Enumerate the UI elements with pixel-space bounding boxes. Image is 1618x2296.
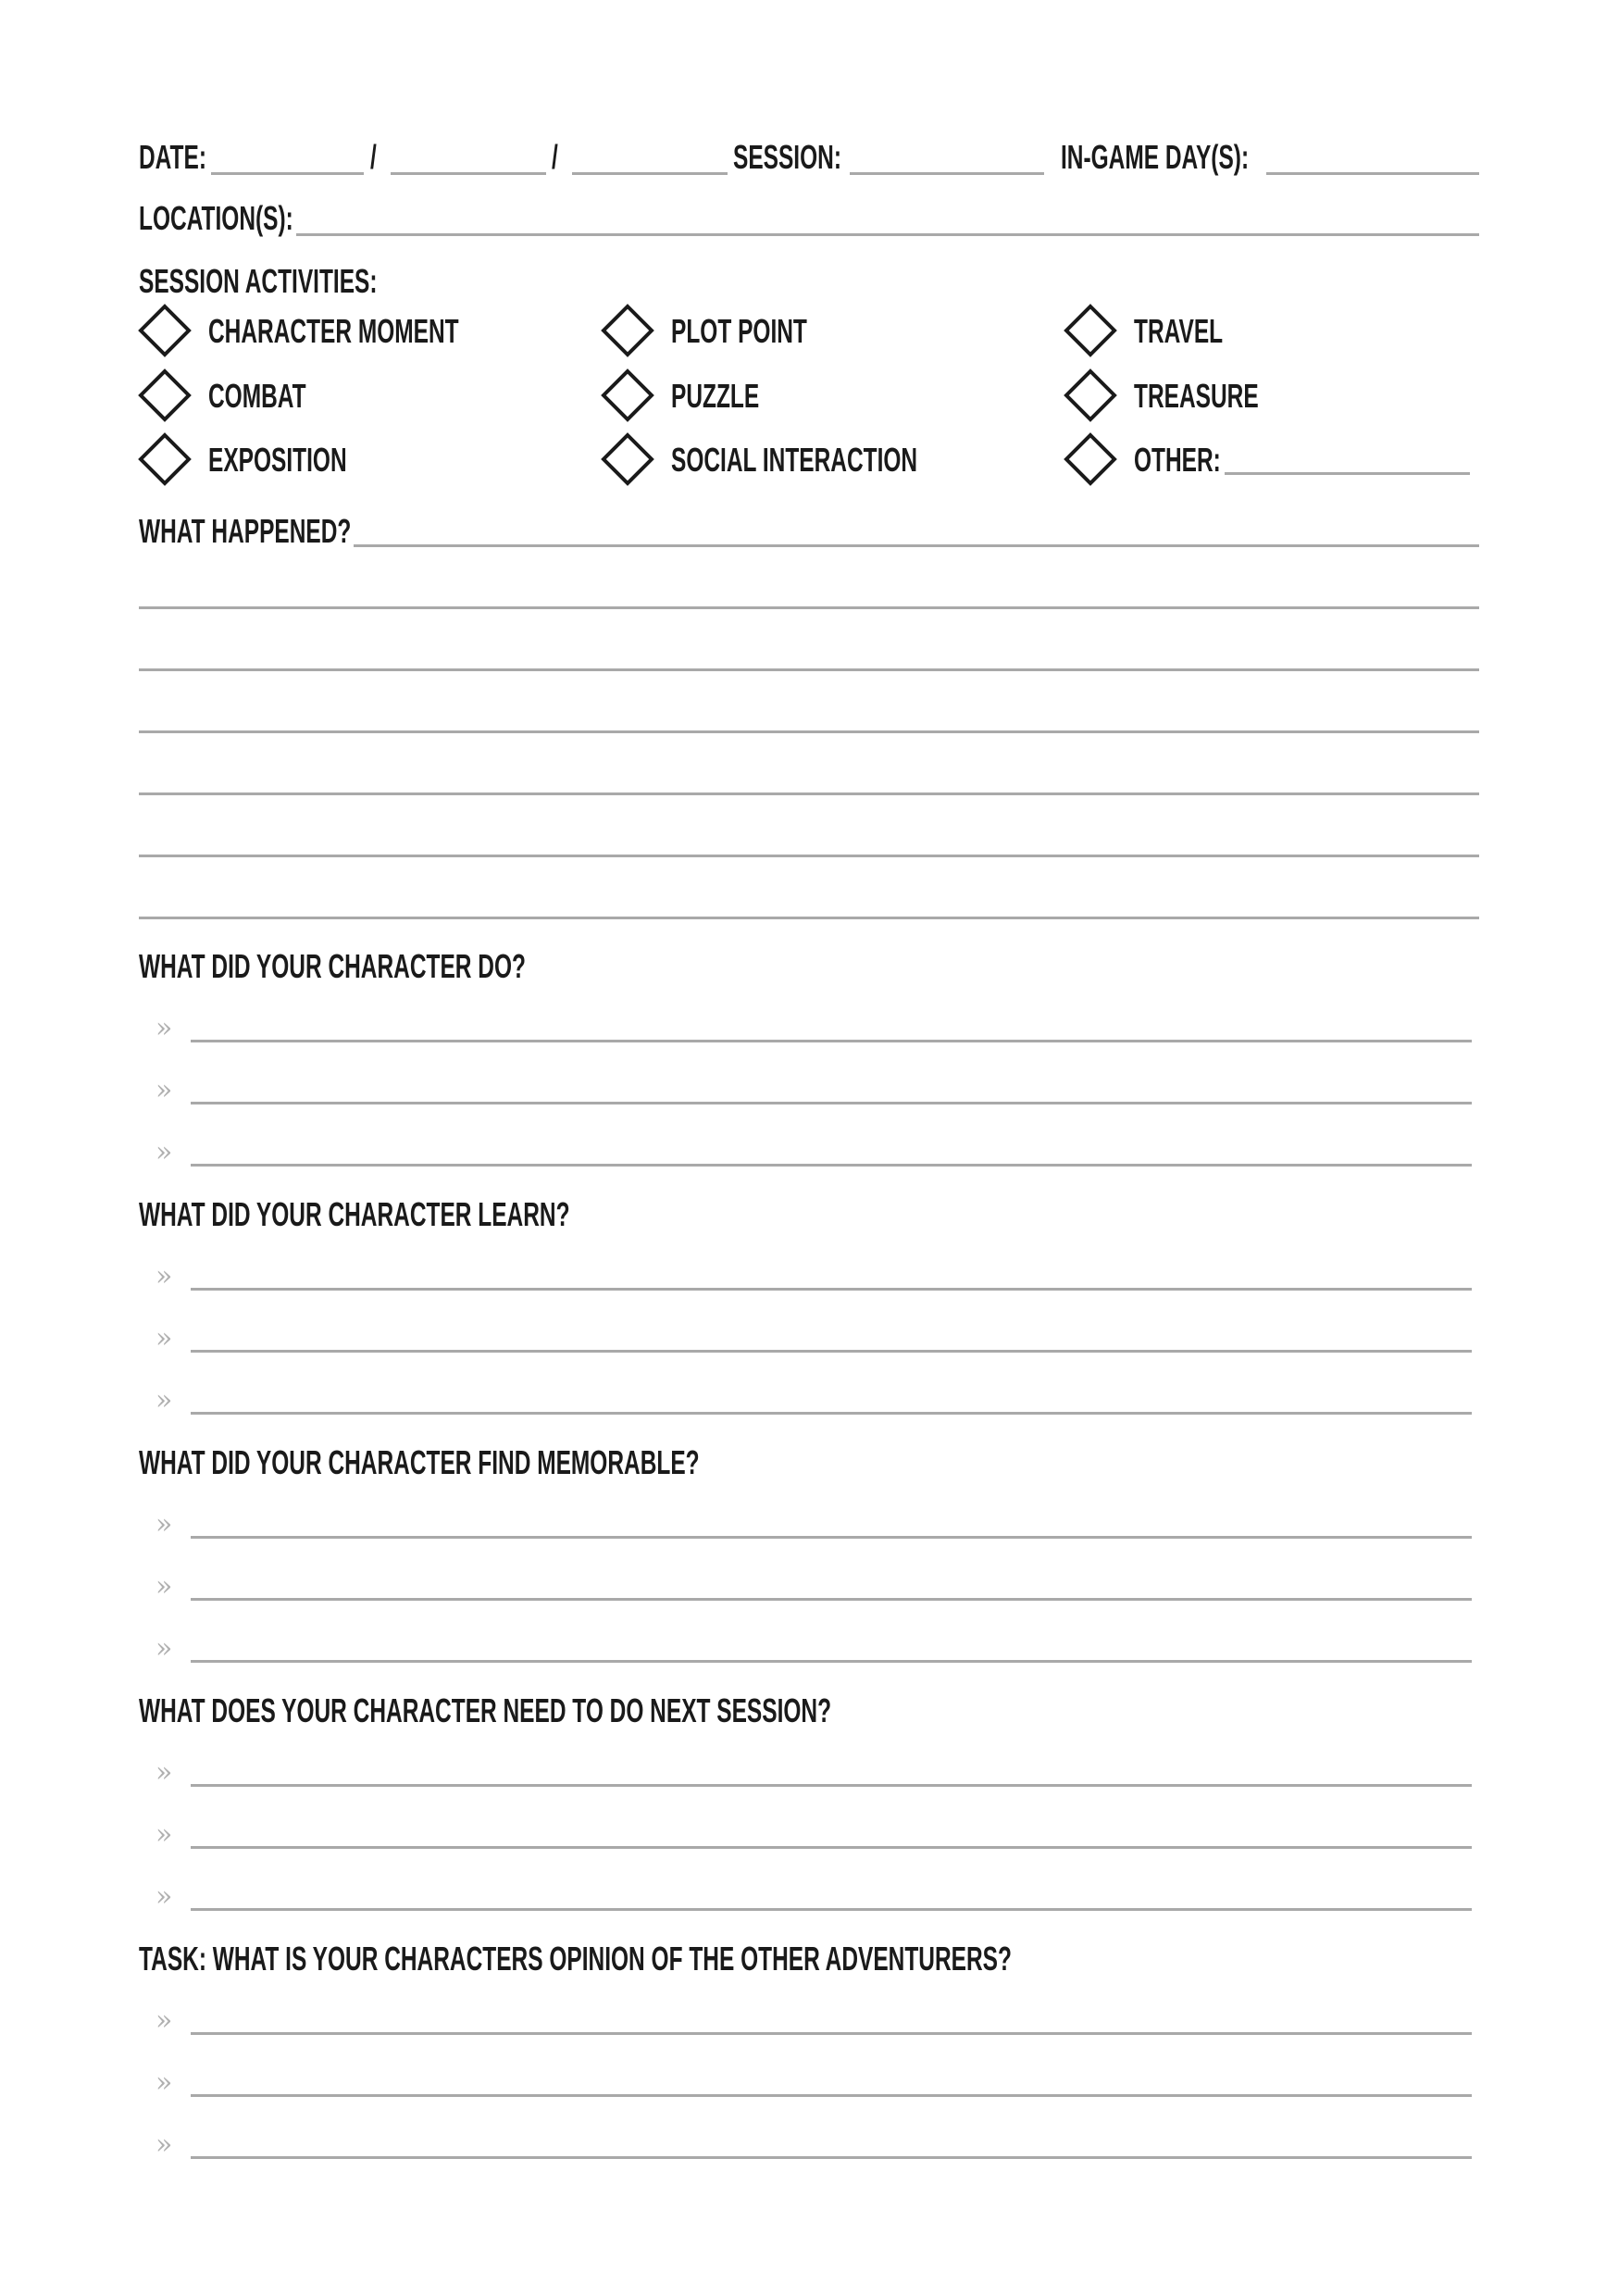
answer-line[interactable] — [191, 1288, 1472, 1291]
locations-field[interactable] — [296, 233, 1479, 236]
section-heading: TASK: WHAT IS YOUR CHARACTERS OPINION OF THE OTHER ADVENTURERS? — [139, 1940, 1012, 1978]
answer-line[interactable] — [191, 1660, 1472, 1663]
session-label: SESSION: — [733, 138, 841, 176]
checkbox-diamond-icon[interactable] — [600, 303, 655, 358]
answer-line[interactable] — [191, 2094, 1472, 2097]
activity-exposition: EXPOSITION — [208, 441, 347, 479]
bullet-icon: » — [156, 2004, 173, 2037]
answer-line[interactable] — [191, 1164, 1472, 1167]
date-month-field[interactable] — [391, 172, 546, 175]
bullet-icon: » — [156, 2066, 173, 2099]
date-year-field[interactable] — [572, 172, 728, 175]
answer-line[interactable] — [191, 2032, 1472, 2035]
bullet-icon: » — [156, 1632, 173, 1665]
in-game-days-field[interactable] — [1266, 172, 1479, 175]
activity-other-field[interactable] — [1225, 472, 1470, 475]
what-happened-line[interactable] — [139, 730, 1479, 733]
section-heading: WHAT DOES YOUR CHARACTER NEED TO DO NEXT SESSION? — [139, 1691, 832, 1729]
what-happened-label: WHAT HAPPENED? — [139, 512, 352, 550]
answer-line[interactable] — [191, 1846, 1472, 1849]
date-separator: / — [370, 138, 377, 176]
date-day-field[interactable] — [211, 172, 364, 175]
what-happened-line[interactable] — [139, 917, 1479, 919]
bullet-icon: » — [156, 1260, 173, 1292]
answer-line[interactable] — [191, 1412, 1472, 1415]
in-game-days-label: IN-GAME DAY(S): — [1061, 138, 1250, 176]
activity-social-interaction: SOCIAL INTERACTION — [671, 441, 918, 479]
locations-label: LOCATION(S): — [139, 199, 293, 237]
bullet-icon: » — [156, 1880, 173, 1913]
checkbox-diamond-icon[interactable] — [600, 431, 655, 487]
activity-treasure: TREASURE — [1134, 377, 1259, 415]
what-happened-line[interactable] — [139, 792, 1479, 795]
activity-combat: COMBAT — [208, 377, 306, 415]
bullet-icon: » — [156, 1384, 173, 1416]
section-heading: WHAT DID YOUR CHARACTER DO? — [139, 947, 526, 985]
checkbox-diamond-icon[interactable] — [600, 368, 655, 423]
checkbox-diamond-icon[interactable] — [1063, 431, 1118, 487]
answer-line[interactable] — [191, 1536, 1472, 1539]
answer-line[interactable] — [191, 1908, 1472, 1911]
bullet-icon: » — [156, 1074, 173, 1106]
activities-heading: SESSION ACTIVITIES: — [139, 262, 378, 300]
activity-character-moment: CHARACTER MOMENT — [208, 312, 459, 350]
answer-line[interactable] — [191, 1784, 1472, 1787]
date-separator: / — [552, 138, 558, 176]
checkbox-diamond-icon[interactable] — [137, 431, 193, 487]
bullet-icon: » — [156, 2128, 173, 2161]
activity-plot-point: PLOT POINT — [671, 312, 807, 350]
what-happened-line[interactable] — [139, 606, 1479, 609]
answer-line[interactable] — [191, 2156, 1472, 2159]
answer-line[interactable] — [191, 1102, 1472, 1104]
bullet-icon: » — [156, 1756, 173, 1789]
checkbox-diamond-icon[interactable] — [1063, 303, 1118, 358]
section-heading: WHAT DID YOUR CHARACTER FIND MEMORABLE? — [139, 1443, 700, 1481]
bullet-icon: » — [156, 1818, 173, 1851]
bullet-icon: » — [156, 1136, 173, 1168]
answer-line[interactable] — [191, 1350, 1472, 1353]
what-happened-line[interactable] — [139, 855, 1479, 857]
answer-line[interactable] — [191, 1598, 1472, 1601]
activity-other: OTHER: — [1134, 441, 1221, 479]
checkbox-diamond-icon[interactable] — [1063, 368, 1118, 423]
answer-line[interactable] — [191, 1040, 1472, 1042]
what-happened-line[interactable] — [139, 668, 1479, 671]
bullet-icon: » — [156, 1508, 173, 1541]
date-label: DATE: — [139, 138, 206, 176]
checkbox-diamond-icon[interactable] — [137, 368, 193, 423]
checkbox-diamond-icon[interactable] — [137, 303, 193, 358]
session-field[interactable] — [850, 172, 1044, 175]
bullet-icon: » — [156, 1570, 173, 1603]
what-happened-line[interactable] — [354, 544, 1479, 547]
section-heading: WHAT DID YOUR CHARACTER LEARN? — [139, 1195, 570, 1233]
activity-travel: TRAVEL — [1134, 312, 1224, 350]
bullet-icon: » — [156, 1322, 173, 1354]
bullet-icon: » — [156, 1012, 173, 1044]
activity-puzzle: PUZZLE — [671, 377, 760, 415]
